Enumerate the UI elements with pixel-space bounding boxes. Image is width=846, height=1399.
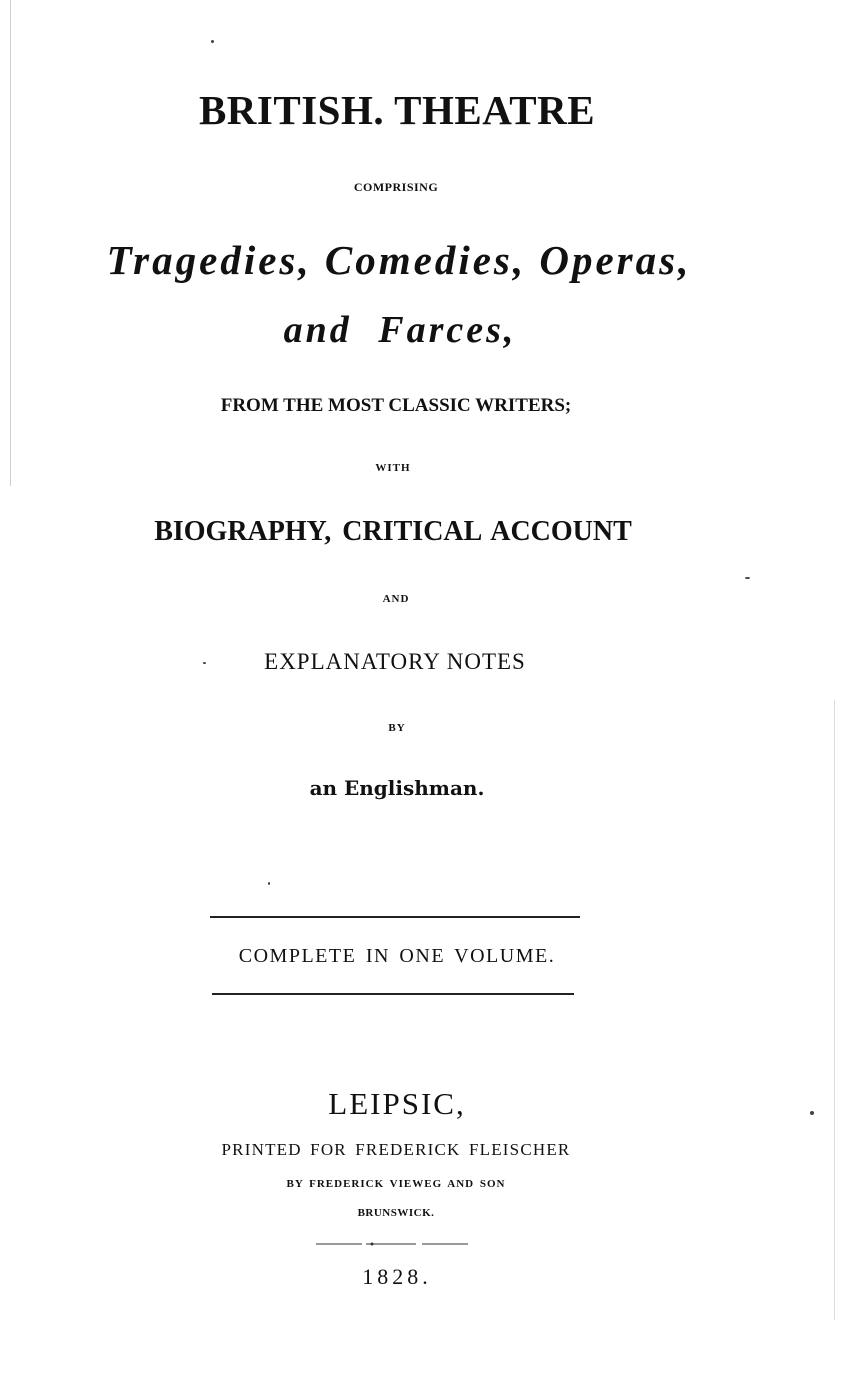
- genres-line-1: Tragedies, Comedies, Operas,: [106, 237, 692, 283]
- bottom-divider-rule: [212, 993, 574, 995]
- ornament-rule: [316, 1240, 468, 1248]
- and-label: AND: [382, 593, 410, 605]
- top-divider-rule: [210, 916, 580, 918]
- book-title: BRITISH. THEATRE: [198, 87, 596, 133]
- publication-city: LEIPSIC,: [328, 1086, 466, 1121]
- from-writers-line: FROM THE MOST CLASSIC WRITERS;: [220, 395, 572, 416]
- printer-line: BY FREDERICK VIEWEG AND SON: [286, 1178, 506, 1190]
- genres-line-2: and Farces,: [283, 309, 517, 351]
- speck: [745, 577, 750, 579]
- by-label: BY: [388, 722, 406, 734]
- notes-line: EXPLANATORY NOTES: [264, 649, 526, 674]
- right-page-edge: [834, 700, 835, 1320]
- publication-year: 1828.: [362, 1264, 432, 1289]
- speck: [268, 882, 270, 885]
- comprising-label: COMPRISING: [353, 180, 439, 194]
- volume-note: COMPLETE IN ONE VOLUME.: [238, 945, 556, 967]
- author-line: an Englishman.: [309, 776, 485, 800]
- speck: [211, 40, 214, 43]
- printer-place: BRUNSWICK.: [357, 1207, 435, 1219]
- with-label: WITH: [375, 462, 411, 474]
- biography-line: BIOGRAPHY, CRITICAL ACCOUNT: [154, 516, 632, 547]
- publisher-line: PRINTED FOR FREDERICK FLEISCHER: [221, 1140, 571, 1159]
